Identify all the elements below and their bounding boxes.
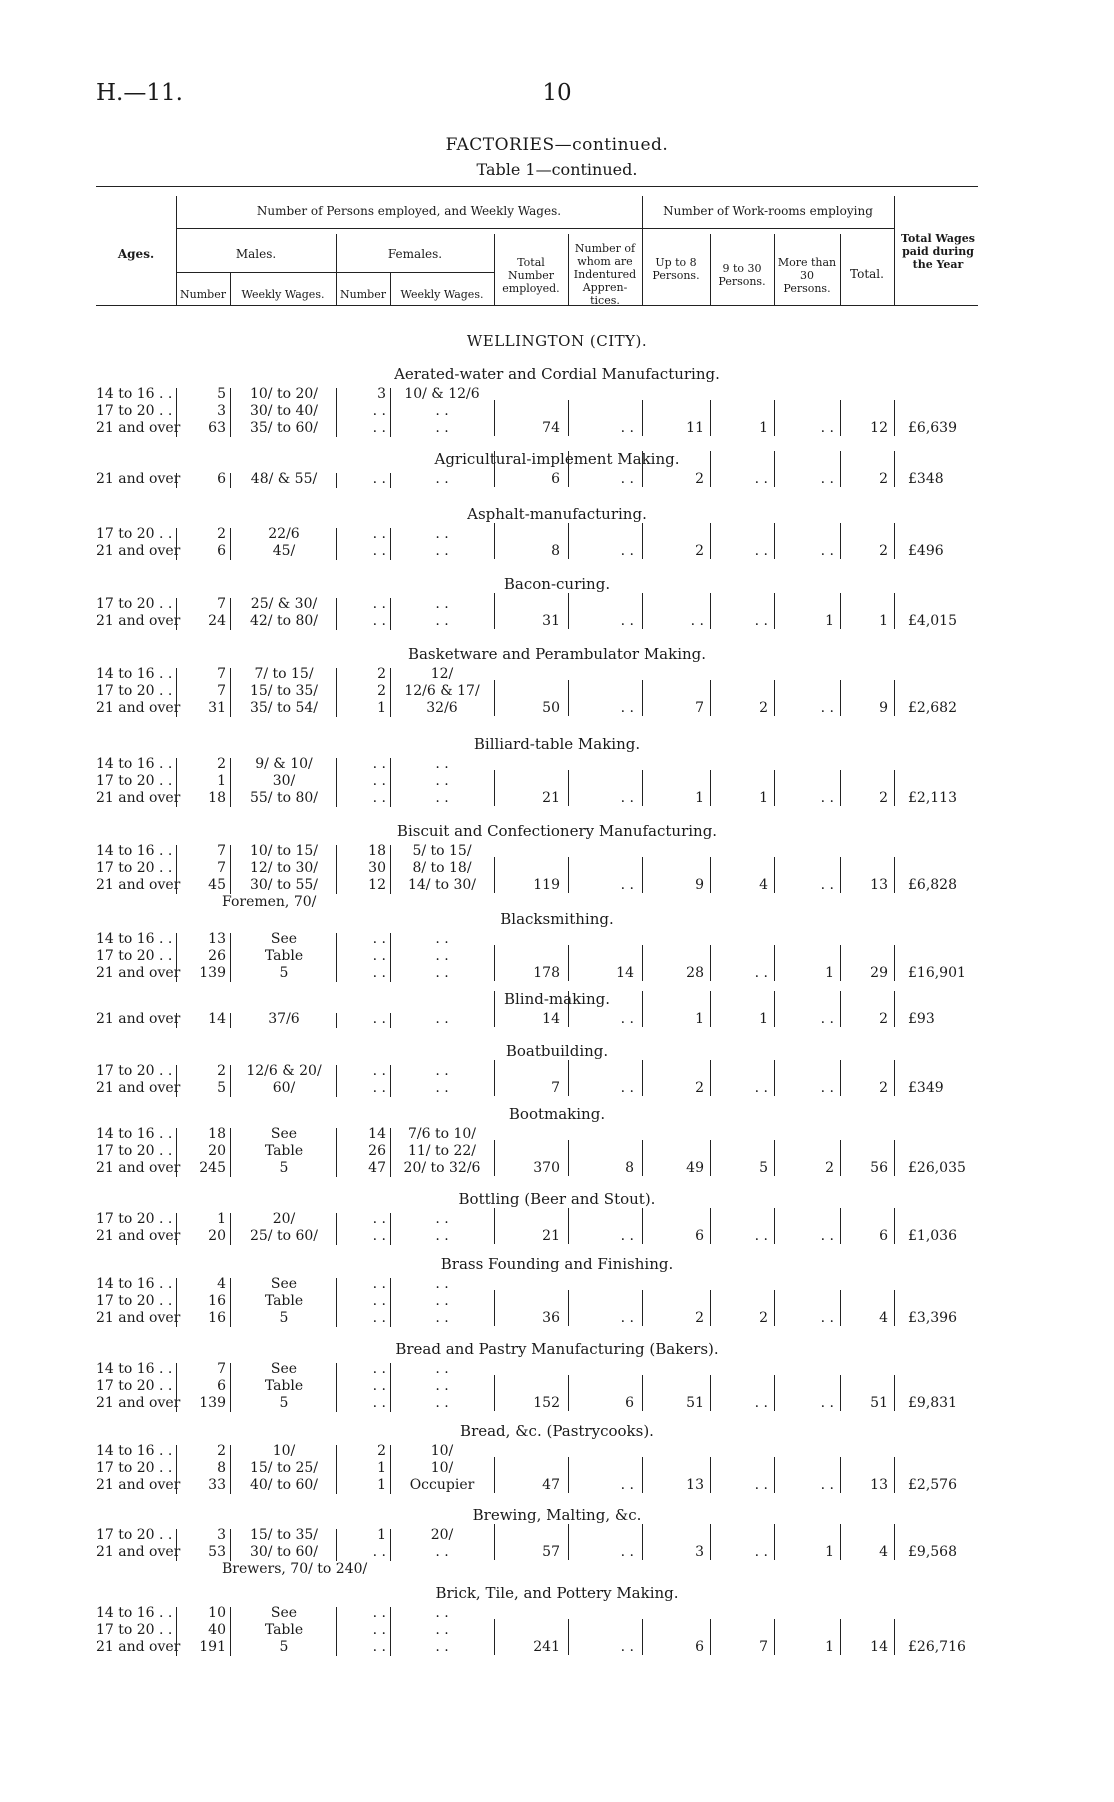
female-number-cell: . . — [372, 471, 386, 487]
apprentices-cell: 6 — [625, 1395, 634, 1411]
total-employed-cell: 370 — [533, 1160, 560, 1176]
nine-to-30-cell: 2 — [759, 1310, 768, 1326]
workroom-total-cell: 12 — [870, 420, 888, 436]
male-wages-cell: 7/ to 15/ 15/ to 35/ 35/ to 54/ — [249, 666, 319, 716]
ages-cell: 14 to 16 . . 17 to 20 . . 21 and over — [96, 1443, 181, 1493]
section-note: Brewers, 70/ to 240/ — [222, 1561, 368, 1577]
male-number-cell: 13 26 139 — [199, 931, 226, 981]
section-title: Asphalt-manufacturing. — [467, 505, 647, 523]
nine-to-30-cell: 7 — [759, 1639, 768, 1655]
workroom-total-cell: 4 — [879, 1544, 888, 1560]
female-wages-cell: 20/ . . — [430, 1527, 454, 1560]
up-to-8-cell: 2 — [695, 1080, 704, 1096]
col-workroom-total: Total. — [850, 267, 884, 281]
total-employed-cell: 14 — [542, 1011, 560, 1027]
section-title: Bootmaking. — [508, 1105, 606, 1123]
ages-cell: 17 to 20 . . 21 and over — [96, 1211, 181, 1244]
section-title: Billiard-table Making. — [473, 735, 641, 753]
ages-cell: 14 to 16 . . 17 to 20 . . 21 and over — [96, 1126, 181, 1176]
female-number-cell: . . . . . . — [372, 756, 386, 806]
male-number-cell: 2 6 — [217, 526, 226, 559]
ages-cell: 14 to 16 . . 17 to 20 . . 21 and over — [96, 1361, 181, 1411]
ages-cell: 14 to 16 . . 17 to 20 . . 21 and over — [96, 843, 181, 893]
female-number-cell: 3 . . . . — [372, 386, 386, 436]
female-wages-cell: 12/ 12/6 & 17/ 32/6 — [404, 666, 480, 716]
apprentices-cell: . . — [620, 1477, 634, 1493]
female-wages-cell: . . . . . . — [435, 1361, 449, 1411]
up-to-8-cell: 11 — [686, 420, 704, 436]
col-males: Males. — [235, 247, 277, 261]
ages-cell: 21 and over — [96, 1011, 181, 1027]
ages-cell: 17 to 20 . . 21 and over — [96, 1063, 181, 1096]
male-number-cell: 18 20 245 — [199, 1126, 226, 1176]
col-total-wages: Total Wages paid during the Year — [901, 232, 975, 271]
total-employed-cell: 50 — [542, 700, 560, 716]
female-number-cell: . . . . . . — [372, 1276, 386, 1326]
ages-cell: 14 to 16 . . 17 to 20 . . 21 and over — [96, 1276, 181, 1326]
total-employed-cell: 21 — [542, 1228, 560, 1244]
workroom-total-cell: 51 — [870, 1395, 888, 1411]
col-females: Females. — [387, 247, 443, 261]
more-than-30-cell: . . — [820, 420, 834, 436]
apprentices-cell: . . — [620, 1639, 634, 1655]
workroom-total-cell: 2 — [879, 1080, 888, 1096]
apprentices-cell: . . — [620, 700, 634, 716]
section-title: Brick, Tile, and Pottery Making. — [435, 1584, 679, 1602]
female-wages-cell: . . . . — [435, 596, 449, 629]
male-wages-cell: See Table 5 — [264, 1276, 304, 1326]
up-to-8-cell: 51 — [686, 1395, 704, 1411]
ages-cell: 17 to 20 . . 21 and over — [96, 596, 181, 629]
col-ages: Ages. — [117, 247, 155, 261]
male-number-cell: 7 24 — [208, 596, 226, 629]
male-number-cell: 2 1 18 — [208, 756, 226, 806]
section-title: Brass Founding and Finishing. — [440, 1255, 674, 1273]
apprentices-cell: 8 — [625, 1160, 634, 1176]
female-wages-cell: . . . . . . — [435, 1276, 449, 1326]
table-subtitle: Table 1—continued. — [476, 160, 638, 179]
nine-to-30-cell: 4 — [759, 877, 768, 893]
page-title: FACTORIES—continued. — [445, 135, 669, 155]
total-wages-cell: £26,716 — [908, 1639, 966, 1655]
nine-to-30-cell: . . — [754, 1228, 768, 1244]
apprentices-cell: . . — [620, 1011, 634, 1027]
more-than-30-cell: . . — [820, 700, 834, 716]
female-wages-cell: . . — [435, 1011, 449, 1027]
female-wages-cell: . . . . . . — [435, 756, 449, 806]
male-wages-cell: See Table 5 — [264, 1605, 304, 1655]
more-than-30-cell: . . — [820, 543, 834, 559]
nine-to-30-cell: . . — [754, 965, 768, 981]
more-than-30-cell: . . — [820, 1310, 834, 1326]
nine-to-30-cell: 1 — [759, 1011, 768, 1027]
total-wages-cell: £2,576 — [908, 1477, 957, 1493]
workroom-total-cell: 2 — [879, 471, 888, 487]
section-title: Bacon-curing. — [503, 575, 611, 593]
male-wages-cell: 12/6 & 20/ 60/ — [246, 1063, 322, 1096]
up-to-8-cell: 49 — [686, 1160, 704, 1176]
more-than-30-cell: . . — [820, 1011, 834, 1027]
section-title: Blacksmithing. — [500, 910, 614, 928]
males-females-rule — [176, 272, 494, 273]
total-wages-cell: £6,828 — [908, 877, 957, 893]
female-wages-cell: . . . . . . — [435, 1605, 449, 1655]
more-than-30-cell: 1 — [825, 613, 834, 629]
apprentices-cell: . . — [620, 543, 634, 559]
workroom-total-cell: 29 — [870, 965, 888, 981]
more-than-30-cell: . . — [820, 1477, 834, 1493]
nine-to-30-cell: . . — [754, 543, 768, 559]
total-wages-cell: £2,113 — [908, 790, 957, 806]
document-ref: H.—11. — [96, 80, 183, 106]
more-than-30-cell: . . — [820, 877, 834, 893]
female-number-cell: . . — [372, 1011, 386, 1027]
male-wages-cell: See Table 5 — [264, 1361, 304, 1411]
male-number-cell: 4 16 16 — [208, 1276, 226, 1326]
male-number-cell: 2 5 — [217, 1063, 226, 1096]
total-employed-cell: 6 — [551, 471, 560, 487]
section-title: Bread, &c. (Pastrycooks). — [460, 1422, 654, 1440]
total-wages-cell: £6,639 — [908, 420, 957, 436]
male-wages-cell: 10/ to 20/ 30/ to 40/ 35/ to 60/ — [249, 386, 319, 436]
male-number-cell: 7 7 45 — [208, 843, 226, 893]
female-number-cell: 1 . . — [372, 1527, 386, 1560]
ages-cell: 14 to 16 . . 17 to 20 . . 21 and over — [96, 666, 181, 716]
male-number-cell: 2 8 33 — [208, 1443, 226, 1493]
workroom-total-cell: 13 — [870, 1477, 888, 1493]
page-number: 10 — [542, 80, 572, 106]
nine-to-30-cell: . . — [754, 1544, 768, 1560]
up-to-8-cell: 1 — [695, 790, 704, 806]
total-employed-cell: 8 — [551, 543, 560, 559]
total-employed-cell: 241 — [533, 1639, 560, 1655]
total-employed-cell: 57 — [542, 1544, 560, 1560]
nine-to-30-cell: 1 — [759, 790, 768, 806]
apprentices-cell: . . — [620, 877, 634, 893]
ages-cell: 14 to 16 . . 17 to 20 . . 21 and over — [96, 931, 181, 981]
total-employed-cell: 178 — [533, 965, 560, 981]
nine-to-30-cell: . . — [754, 613, 768, 629]
section-title: Bread and Pastry Manufacturing (Bakers). — [395, 1340, 719, 1358]
apprentices-cell: . . — [620, 790, 634, 806]
nine-to-30-cell: . . — [754, 1477, 768, 1493]
total-wages-cell: £93 — [908, 1011, 935, 1027]
header-top-rule — [96, 186, 978, 187]
col-male-wages: Weekly Wages. — [241, 288, 325, 301]
female-number-cell: . . . . — [372, 596, 386, 629]
up-to-8-cell: 3 — [695, 1544, 704, 1560]
more-than-30-cell: . . — [820, 1080, 834, 1096]
apprentices-cell: . . — [620, 471, 634, 487]
up-to-8-cell: 9 — [695, 877, 704, 893]
male-wages-cell: 37/6 — [268, 1011, 300, 1027]
apprentices-cell: . . — [620, 420, 634, 436]
ages-cell: 14 to 16 . . 17 to 20 . . 21 and over — [96, 756, 181, 806]
male-wages-cell: 25/ & 30/ 42/ to 80/ — [249, 596, 319, 629]
workroom-total-cell: 13 — [870, 877, 888, 893]
ages-cell: 17 to 20 . . 21 and over — [96, 526, 181, 559]
male-number-cell: 1 20 — [208, 1211, 226, 1244]
up-to-8-cell: 2 — [695, 543, 704, 559]
section-title: Aerated-water and Cordial Manufacturing. — [394, 365, 720, 383]
female-number-cell: . . . . . . — [372, 1605, 386, 1655]
female-number-cell: 2 2 1 — [377, 666, 386, 716]
total-employed-cell: 47 — [542, 1477, 560, 1493]
total-employed-cell: 7 — [551, 1080, 560, 1096]
col-apprentices: Number of whom are Indentured Appren-tices. — [573, 242, 637, 307]
female-number-cell: . . . . — [372, 526, 386, 559]
workroom-total-cell: 14 — [870, 1639, 888, 1655]
male-number-cell: 7 7 31 — [208, 666, 226, 716]
male-wages-cell: 48/ & 55/ — [250, 471, 318, 487]
city-heading: WELLINGTON (CITY). — [466, 332, 648, 350]
ages-cell: 14 to 16 . . 17 to 20 . . 21 and over — [96, 386, 181, 436]
male-wages-cell: 15/ to 35/ 30/ to 60/ — [249, 1527, 319, 1560]
workroom-total-cell: 4 — [879, 1310, 888, 1326]
up-to-8-cell: . . — [690, 613, 704, 629]
col-up-to-8: Up to 8 Persons. — [652, 256, 700, 282]
more-than-30-cell: . . — [820, 471, 834, 487]
workroom-total-cell: 2 — [879, 543, 888, 559]
up-to-8-cell: 7 — [695, 700, 704, 716]
col-workrooms-group: Number of Work-rooms employing — [663, 204, 873, 218]
male-number-cell: 5 3 63 — [208, 386, 226, 436]
female-number-cell: 2 1 1 — [377, 1443, 386, 1493]
female-number-cell: . . . . — [372, 1063, 386, 1096]
section-title: Biscuit and Confectionery Manufacturing. — [396, 822, 718, 840]
male-number-cell: 10 40 191 — [199, 1605, 226, 1655]
workroom-total-cell: 6 — [879, 1228, 888, 1244]
female-wages-cell: 7/6 to 10/ 11/ to 22/ 20/ to 32/6 — [403, 1126, 481, 1176]
nine-to-30-cell: . . — [754, 1395, 768, 1411]
female-wages-cell: . . . . — [435, 1211, 449, 1244]
up-to-8-cell: 1 — [695, 1011, 704, 1027]
female-wages-cell: . . . . — [435, 1063, 449, 1096]
up-to-8-cell: 2 — [695, 471, 704, 487]
female-number-cell: 18 30 12 — [368, 843, 386, 893]
female-wages-cell: 5/ to 15/ 8/ to 18/ 14/ to 30/ — [407, 843, 477, 893]
section-note: Foremen, 70/ — [222, 894, 317, 910]
ages-cell: 14 to 16 . . 17 to 20 . . 21 and over — [96, 1605, 181, 1655]
total-wages-cell: £4,015 — [908, 613, 957, 629]
nine-to-30-cell: 1 — [759, 420, 768, 436]
total-wages-cell: £1,036 — [908, 1228, 957, 1244]
total-wages-cell: £26,035 — [908, 1160, 966, 1176]
female-wages-cell: 10/ 10/ Occupier — [409, 1443, 475, 1493]
col-9-to-30: 9 to 30 Persons. — [718, 262, 766, 288]
female-number-cell: . . . . . . — [372, 931, 386, 981]
more-than-30-cell: . . — [820, 1228, 834, 1244]
workroom-total-cell: 2 — [879, 1011, 888, 1027]
ages-cell: 17 to 20 . . 21 and over — [96, 1527, 181, 1560]
total-wages-cell: £2,682 — [908, 700, 957, 716]
nine-to-30-cell: 5 — [759, 1160, 768, 1176]
total-wages-cell: £348 — [908, 471, 944, 487]
ages-cell: 21 and over — [96, 471, 181, 487]
total-wages-cell: £496 — [908, 543, 944, 559]
total-employed-cell: 31 — [542, 613, 560, 629]
more-than-30-cell: 1 — [825, 965, 834, 981]
female-wages-cell: 10/ & 12/6 . . . . — [404, 386, 480, 436]
col-total-employed: Total Number employed. — [502, 256, 560, 295]
nine-to-30-cell: . . — [754, 1080, 768, 1096]
male-wages-cell: See Table 5 — [264, 1126, 304, 1176]
apprentices-cell: 14 — [616, 965, 634, 981]
section-title: Agricultural-implement Making. — [434, 450, 680, 468]
nine-to-30-cell: . . — [754, 471, 768, 487]
up-to-8-cell: 6 — [695, 1639, 704, 1655]
more-than-30-cell: 1 — [825, 1639, 834, 1655]
female-number-cell: . . . . . . — [372, 1361, 386, 1411]
up-to-8-cell: 2 — [695, 1310, 704, 1326]
col-persons-group: Number of Persons employed, and Weekly Wages. — [256, 204, 562, 218]
male-wages-cell: 22/6 45/ — [268, 526, 300, 559]
persons-group-rule — [176, 228, 642, 229]
section-title: Brewing, Malting, &c. — [472, 1506, 642, 1524]
section-title: Boatbuilding. — [505, 1042, 609, 1060]
total-employed-cell: 36 — [542, 1310, 560, 1326]
male-number-cell: 6 — [217, 471, 226, 487]
apprentices-cell: . . — [620, 1310, 634, 1326]
col-more-than-30: More than 30 Persons. — [777, 256, 837, 295]
male-wages-cell: 20/ 25/ to 60/ — [249, 1211, 319, 1244]
more-than-30-cell: 2 — [825, 1160, 834, 1176]
more-than-30-cell: 1 — [825, 1544, 834, 1560]
male-wages-cell: See Table 5 — [264, 931, 304, 981]
col-male-number: Number — [180, 288, 226, 301]
section-title: Blind-making. — [503, 990, 611, 1008]
col-female-wages: Weekly Wages. — [400, 288, 484, 301]
nine-to-30-cell: 2 — [759, 700, 768, 716]
up-to-8-cell: 28 — [686, 965, 704, 981]
total-employed-cell: 119 — [533, 877, 560, 893]
male-wages-cell: 10/ to 15/ 12/ to 30/ 30/ to 55/ — [249, 843, 319, 893]
male-wages-cell: 10/ 15/ to 25/ 40/ to 60/ — [249, 1443, 319, 1493]
apprentices-cell: . . — [620, 613, 634, 629]
col-female-number: Number — [340, 288, 386, 301]
female-wages-cell: . . . . — [435, 526, 449, 559]
apprentices-cell: . . — [620, 1080, 634, 1096]
workroom-total-cell: 56 — [870, 1160, 888, 1176]
male-number-cell: 7 6 139 — [199, 1361, 226, 1411]
workroom-total-cell: 9 — [879, 700, 888, 716]
total-wages-cell: £349 — [908, 1080, 944, 1096]
up-to-8-cell: 13 — [686, 1477, 704, 1493]
male-number-cell: 3 53 — [208, 1527, 226, 1560]
workroom-total-cell: 1 — [879, 613, 888, 629]
total-employed-cell: 74 — [542, 420, 560, 436]
workrooms-group-rule — [642, 228, 894, 229]
header-bottom-rule — [96, 305, 978, 306]
male-wages-cell: 9/ & 10/ 30/ 55/ to 80/ — [249, 756, 319, 806]
total-wages-cell: £9,568 — [908, 1544, 957, 1560]
male-number-cell: 14 — [208, 1011, 226, 1027]
section-title: Basketware and Perambulator Making. — [407, 645, 707, 663]
total-wages-cell: £9,831 — [908, 1395, 957, 1411]
up-to-8-cell: 6 — [695, 1228, 704, 1244]
apprentices-cell: . . — [620, 1228, 634, 1244]
workroom-total-cell: 2 — [879, 790, 888, 806]
total-wages-cell: £3,396 — [908, 1310, 957, 1326]
apprentices-cell: . . — [620, 1544, 634, 1560]
total-employed-cell: 21 — [542, 790, 560, 806]
section-title: Bottling (Beer and Stout). — [458, 1190, 656, 1208]
female-number-cell: . . . . — [372, 1211, 386, 1244]
total-employed-cell: 152 — [533, 1395, 560, 1411]
more-than-30-cell: . . — [820, 790, 834, 806]
total-wages-cell: £16,901 — [908, 965, 966, 981]
female-number-cell: 14 26 47 — [368, 1126, 386, 1176]
female-wages-cell: . . . . . . — [435, 931, 449, 981]
female-wages-cell: . . — [435, 471, 449, 487]
more-than-30-cell: . . — [820, 1395, 834, 1411]
